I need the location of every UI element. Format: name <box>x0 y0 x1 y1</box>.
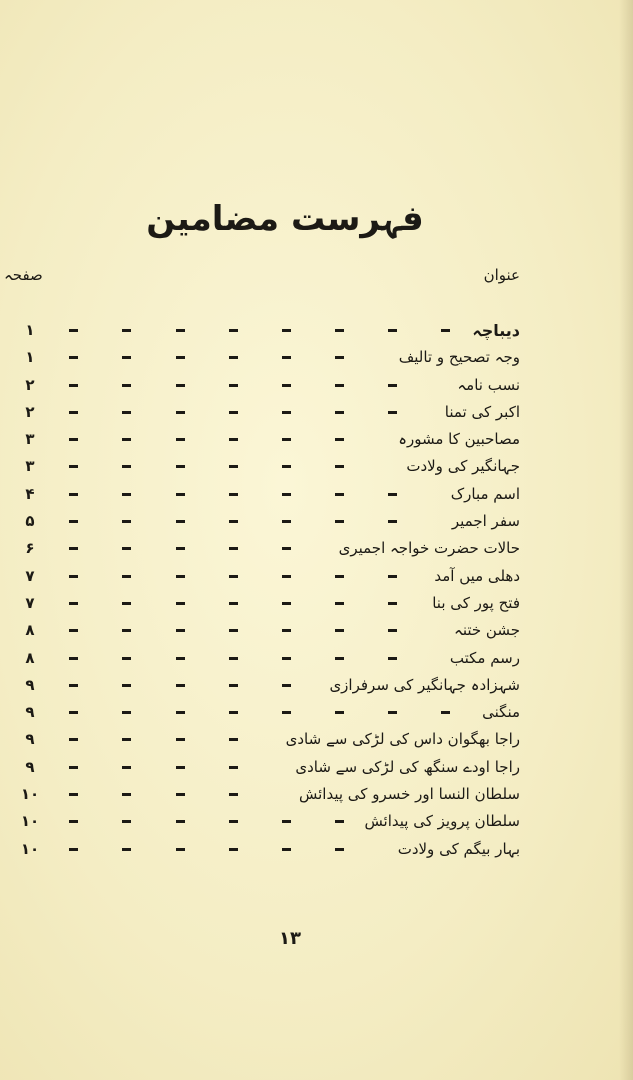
leader-dash <box>229 329 238 332</box>
leader-dash <box>229 820 238 823</box>
leader-dash <box>229 575 238 578</box>
leader-dash <box>69 329 78 332</box>
leader-dash <box>69 711 78 714</box>
leader-dash <box>335 411 344 414</box>
leader-dash <box>122 329 131 332</box>
leader-dash <box>335 575 344 578</box>
toc-row <box>0 373 633 400</box>
leader-dash <box>335 465 344 468</box>
leader-dash <box>69 738 78 741</box>
leader-dash <box>335 602 344 605</box>
leader-dash <box>176 629 185 632</box>
leader-dash <box>176 356 185 359</box>
leader-dash <box>122 493 131 496</box>
toc-row <box>0 700 633 727</box>
toc-entry-title: جہانگیر کی ولادت <box>406 457 520 476</box>
toc-row <box>0 318 633 345</box>
toc-page-number: ۹ <box>25 757 35 776</box>
toc-page-number: ۶ <box>25 539 35 558</box>
leader-dash <box>69 793 78 796</box>
table-of-contents <box>0 318 633 864</box>
toc-entry-title: سلطان پرویز کی پیدائش <box>364 812 520 831</box>
toc-row <box>0 536 633 563</box>
toc-entry-title: اکبر کی تمنا <box>444 402 520 421</box>
toc-page-number: ۱۰ <box>20 812 40 831</box>
toc-page-number: ۵ <box>25 512 35 531</box>
leader-dash <box>282 820 291 823</box>
toc-page-number: ۱ <box>25 321 35 339</box>
leader-dash <box>441 329 450 332</box>
leader-dash <box>229 684 238 687</box>
leader-dash <box>176 657 185 660</box>
toc-entry-title: نسب نامہ <box>457 375 520 394</box>
leader-dash <box>229 411 238 414</box>
leader-dash <box>69 465 78 468</box>
leader-dash <box>388 657 397 660</box>
leader-dash <box>335 711 344 714</box>
toc-row <box>0 591 633 618</box>
leader-dash <box>69 684 78 687</box>
leader-dash <box>69 657 78 660</box>
leader-dash <box>176 575 185 578</box>
toc-page-number: ۳ <box>25 430 35 449</box>
toc-row <box>0 782 633 809</box>
leader-dash <box>282 384 291 387</box>
leader-dash <box>122 793 131 796</box>
leader-dash <box>69 848 78 851</box>
leader-dash <box>229 602 238 605</box>
leader-dash <box>335 356 344 359</box>
page-column-header: صفحہ <box>4 266 43 284</box>
leader-dash <box>282 711 291 714</box>
leader-dash <box>122 848 131 851</box>
toc-page-number: ۲ <box>25 402 35 421</box>
leader-dash <box>229 438 238 441</box>
toc-row <box>0 755 633 782</box>
toc-page-number: ۸ <box>25 648 35 667</box>
leader-dash <box>229 629 238 632</box>
leader-dash <box>122 657 131 660</box>
leader-dash <box>69 356 78 359</box>
leader-dash <box>176 329 185 332</box>
toc-page-number: ۲ <box>25 375 35 394</box>
leader-dash <box>176 820 185 823</box>
leader-dash <box>388 411 397 414</box>
leader-dash <box>176 602 185 605</box>
toc-entry-title: رسم مکتب <box>449 648 520 667</box>
toc-row <box>0 837 633 864</box>
leader-dash <box>176 520 185 523</box>
leader-dash <box>388 602 397 605</box>
leader-dash <box>388 329 397 332</box>
toc-entry-title: سفر اجمیر <box>451 512 520 531</box>
leader-dash <box>229 793 238 796</box>
leader-dash <box>282 465 291 468</box>
leader-dash <box>122 711 131 714</box>
leader-dash <box>229 738 238 741</box>
toc-row <box>0 400 633 427</box>
leader-dash <box>335 820 344 823</box>
leader-dash <box>229 766 238 769</box>
leader-dash <box>335 329 344 332</box>
leader-dash <box>229 657 238 660</box>
folio-number: ۱۳ <box>279 928 301 949</box>
leader-dash <box>229 356 238 359</box>
leader-dash <box>176 438 185 441</box>
leader-dash <box>122 411 131 414</box>
toc-entry-title: حالات حضرت خواجہ اجمیری <box>338 539 520 558</box>
leader-dash <box>176 493 185 496</box>
toc-entry-title: دیباچہ <box>472 321 520 340</box>
leader-dash <box>122 629 131 632</box>
leader-dash <box>69 520 78 523</box>
leader-dash <box>229 848 238 851</box>
toc-page-number: ۹ <box>25 675 35 694</box>
leader-dash <box>122 575 131 578</box>
leader-dash <box>229 711 238 714</box>
leader-dash <box>282 848 291 851</box>
leader-dash <box>176 465 185 468</box>
leader-dash <box>388 493 397 496</box>
leader-dash <box>282 629 291 632</box>
leader-dash <box>335 493 344 496</box>
toc-row <box>0 345 633 372</box>
leader-dash <box>69 575 78 578</box>
leader-dash <box>176 738 185 741</box>
leader-dash <box>69 438 78 441</box>
leader-dash <box>122 356 131 359</box>
toc-row <box>0 646 633 673</box>
leader-dash <box>282 547 291 550</box>
leader-dash <box>122 602 131 605</box>
leader-dash <box>69 820 78 823</box>
leader-dash <box>335 848 344 851</box>
leader-dash <box>229 520 238 523</box>
leader-dash <box>282 493 291 496</box>
leader-dash <box>176 711 185 714</box>
toc-row <box>0 673 633 700</box>
leader-dash <box>388 629 397 632</box>
leader-dash <box>176 848 185 851</box>
leader-dash <box>335 629 344 632</box>
leader-dash <box>335 520 344 523</box>
toc-entry-title: راجا اودے سنگھ کی لڑکی سے شادی <box>295 757 520 776</box>
leader-dash <box>176 793 185 796</box>
leader-dash <box>388 575 397 578</box>
toc-page-number: ۷ <box>25 566 35 585</box>
leader-dash <box>282 602 291 605</box>
leader-dash <box>282 657 291 660</box>
leader-dash <box>229 493 238 496</box>
leader-dash <box>441 711 450 714</box>
leader-dash <box>69 411 78 414</box>
leader-dash <box>69 766 78 769</box>
toc-page-number: ۱۰ <box>20 839 40 858</box>
leader-dash <box>176 684 185 687</box>
leader-dash <box>335 438 344 441</box>
toc-entry-title: بہار بیگم کی ولادت <box>397 839 520 858</box>
toc-entry-title: شہزادہ جہانگیر کی سرفرازی <box>329 675 520 694</box>
leader-dash <box>122 520 131 523</box>
toc-row <box>0 564 633 591</box>
toc-row <box>0 727 633 754</box>
leader-dash <box>176 547 185 550</box>
leader-dash <box>388 711 397 714</box>
leader-dash <box>335 384 344 387</box>
leader-dash <box>122 547 131 550</box>
leader-dash <box>229 384 238 387</box>
toc-entry-title: دھلی میں آمد <box>434 566 520 585</box>
leader-dash <box>282 329 291 332</box>
toc-entry-title: منگنی <box>482 703 520 722</box>
toc-page-number: ۹ <box>25 703 35 722</box>
leader-dash <box>388 384 397 387</box>
toc-entry-title: جشن ختنہ <box>454 621 520 640</box>
toc-entry-title: وجہ تصحیح و تالیف <box>398 348 520 367</box>
leader-dash <box>122 684 131 687</box>
leader-dash <box>69 602 78 605</box>
leader-dash <box>122 465 131 468</box>
leader-dash <box>335 657 344 660</box>
page-title: فہرست مضامین <box>146 199 424 239</box>
leader-dash <box>69 629 78 632</box>
leader-dash <box>122 384 131 387</box>
toc-row <box>0 509 633 536</box>
leader-dash <box>176 766 185 769</box>
toc-entry-title: سلطان النسا اور خسرو کی پیدائش <box>299 785 520 804</box>
toc-page-number: ۱۰ <box>20 785 40 804</box>
toc-row <box>0 427 633 454</box>
leader-dash <box>388 520 397 523</box>
toc-entry-title: فتح پور کی بنا <box>432 593 520 612</box>
leader-dash <box>282 438 291 441</box>
toc-row <box>0 454 633 481</box>
toc-page-number: ۷ <box>25 593 35 612</box>
toc-entry-title: مصاحبین کا مشورہ <box>398 430 520 449</box>
leader-dash <box>122 820 131 823</box>
leader-dash <box>282 520 291 523</box>
leader-dash <box>122 438 131 441</box>
leader-dash <box>229 547 238 550</box>
leader-dash <box>229 465 238 468</box>
toc-page-number: ۸ <box>25 621 35 640</box>
leader-dash <box>69 493 78 496</box>
leader-dash <box>69 384 78 387</box>
leader-dash <box>122 738 131 741</box>
leader-dash <box>69 547 78 550</box>
toc-page-number: ۴ <box>25 484 35 503</box>
leader-dash <box>176 411 185 414</box>
toc-row <box>0 809 633 836</box>
leader-dash <box>282 575 291 578</box>
toc-entry-title: اسم مبارک <box>450 484 520 503</box>
leader-dash <box>282 411 291 414</box>
toc-page-number: ۹ <box>25 730 35 749</box>
leader-dash <box>282 356 291 359</box>
leader-dash <box>282 684 291 687</box>
leader-dash <box>122 766 131 769</box>
toc-row <box>0 482 633 509</box>
toc-row <box>0 618 633 645</box>
toc-page-number: ۱ <box>25 348 35 367</box>
leader-dash <box>176 384 185 387</box>
topic-column-header: عنوان <box>483 266 520 284</box>
toc-entry-title: راجا بھگوان داس کی لڑکی سے شادی <box>285 730 520 749</box>
toc-page-number: ۳ <box>25 457 35 476</box>
